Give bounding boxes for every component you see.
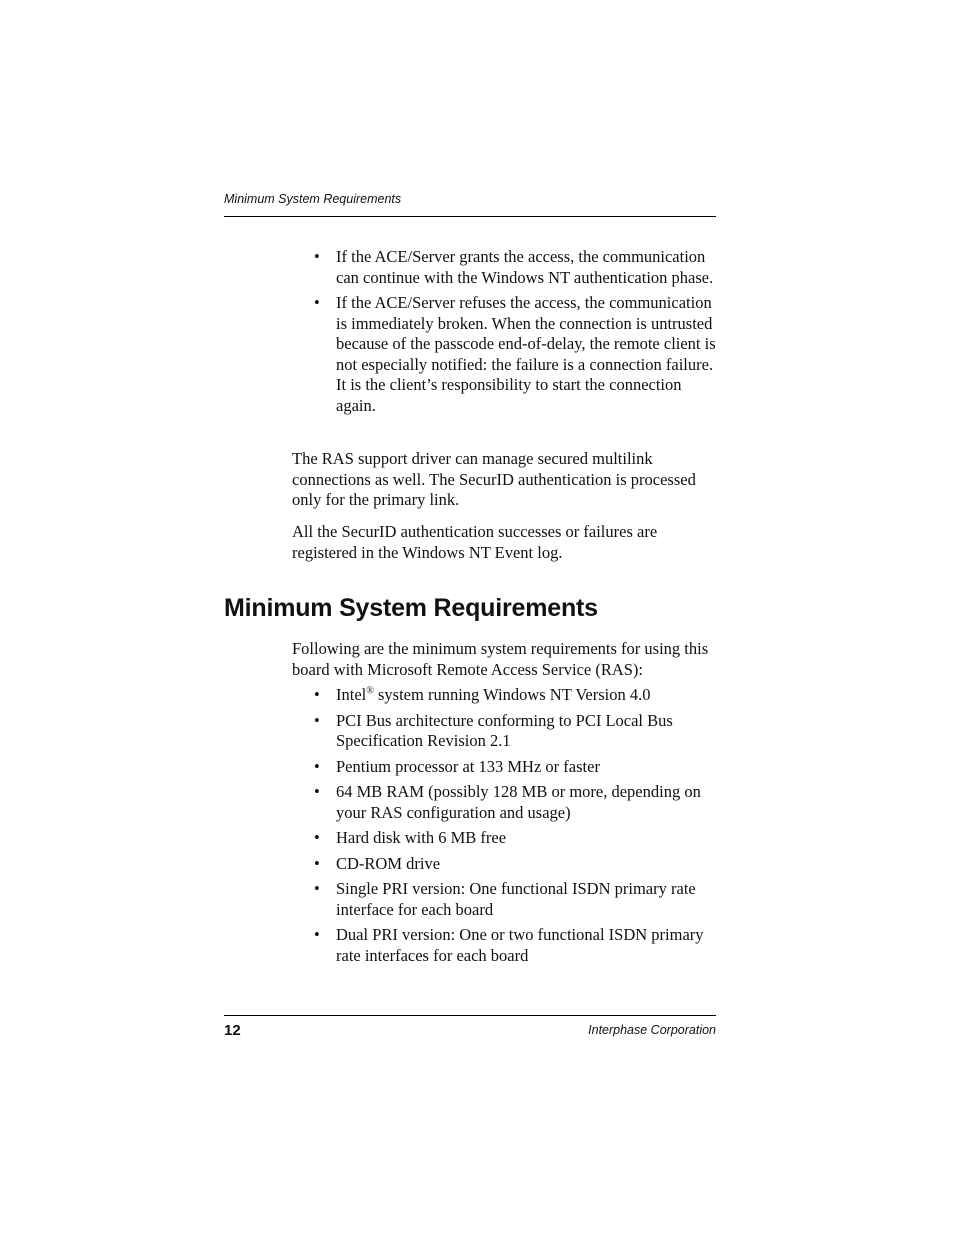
bullet-text: Hard disk with 6 MB free	[336, 828, 507, 847]
bullet-icon: •	[314, 293, 320, 312]
bullet-icon: •	[314, 828, 320, 847]
bullet-icon: •	[314, 756, 320, 776]
header-rule	[224, 216, 716, 217]
bullet-icon: •	[314, 879, 320, 898]
list-item	[314, 879, 718, 920]
bullet-icon: •	[314, 710, 320, 730]
bullet-text: If the ACE/Server grants the access, the communication can continue with the Windows NT authentication phase.	[336, 247, 714, 287]
paragraph: The RAS support driver can manage secured multilink connections as well. The SecurID authentication is processed only for the primary link.	[292, 449, 696, 509]
footer-company: Interphase Corporation	[588, 1023, 716, 1037]
list-item	[314, 854, 718, 875]
list-item	[314, 685, 718, 706]
list-item	[314, 711, 718, 752]
footer-rule	[224, 1015, 716, 1016]
list-item	[314, 782, 718, 823]
section-title: Minimum System Requirements	[224, 594, 598, 622]
bullet-text: PCI Bus architecture conforming to PCI Local Bus Specification Revision 2.1	[336, 710, 673, 750]
list-item	[314, 293, 718, 416]
list-item	[314, 925, 718, 966]
registered-mark: ®	[366, 685, 374, 697]
bullet-icon: •	[314, 782, 320, 801]
list-item	[314, 828, 718, 849]
section-intro: Following are the minimum system requirements for using this board with Microsoft Remote Access Service (RAS):	[292, 639, 709, 679]
bullet-text: If the ACE/Server refuses the access, the communication is immediately broken. When the connection is untrusted because of the passcode end-of-delay, the remote client is not especially notified: the failure is a connection failure. It is the client’s responsibility to start the connection again.	[336, 293, 716, 415]
bullet-text: Pentium processor at 133 MHz or faster	[336, 756, 600, 776]
bullet-icon: •	[314, 925, 320, 944]
bullet-text: Intel® system running Windows NT Version 4.0	[336, 685, 651, 704]
bullet-icon: •	[314, 853, 320, 873]
page-number: 12	[224, 1022, 241, 1039]
requirements-list	[314, 685, 718, 971]
bullet-icon: •	[314, 247, 320, 266]
bullet-icon: •	[314, 685, 320, 704]
bullet-text: Dual PRI version: One or two functional ISDN primary rate interfaces for each board	[336, 925, 704, 965]
list-item	[314, 247, 718, 288]
running-header: Minimum System Requirements	[224, 192, 402, 206]
bullet-text: 64 MB RAM (possibly 128 MB or more, depending on your RAS configuration and usage)	[336, 782, 701, 822]
intro-bullet-list	[314, 247, 718, 421]
list-item	[314, 757, 718, 778]
bullet-text: Single PRI version: One functional ISDN primary rate interface for each board	[336, 879, 696, 919]
paragraph: All the SecurID authentication successes or failures are registered in the Windows NT Event log.	[292, 522, 658, 562]
bullet-text: CD-ROM drive	[336, 853, 441, 873]
